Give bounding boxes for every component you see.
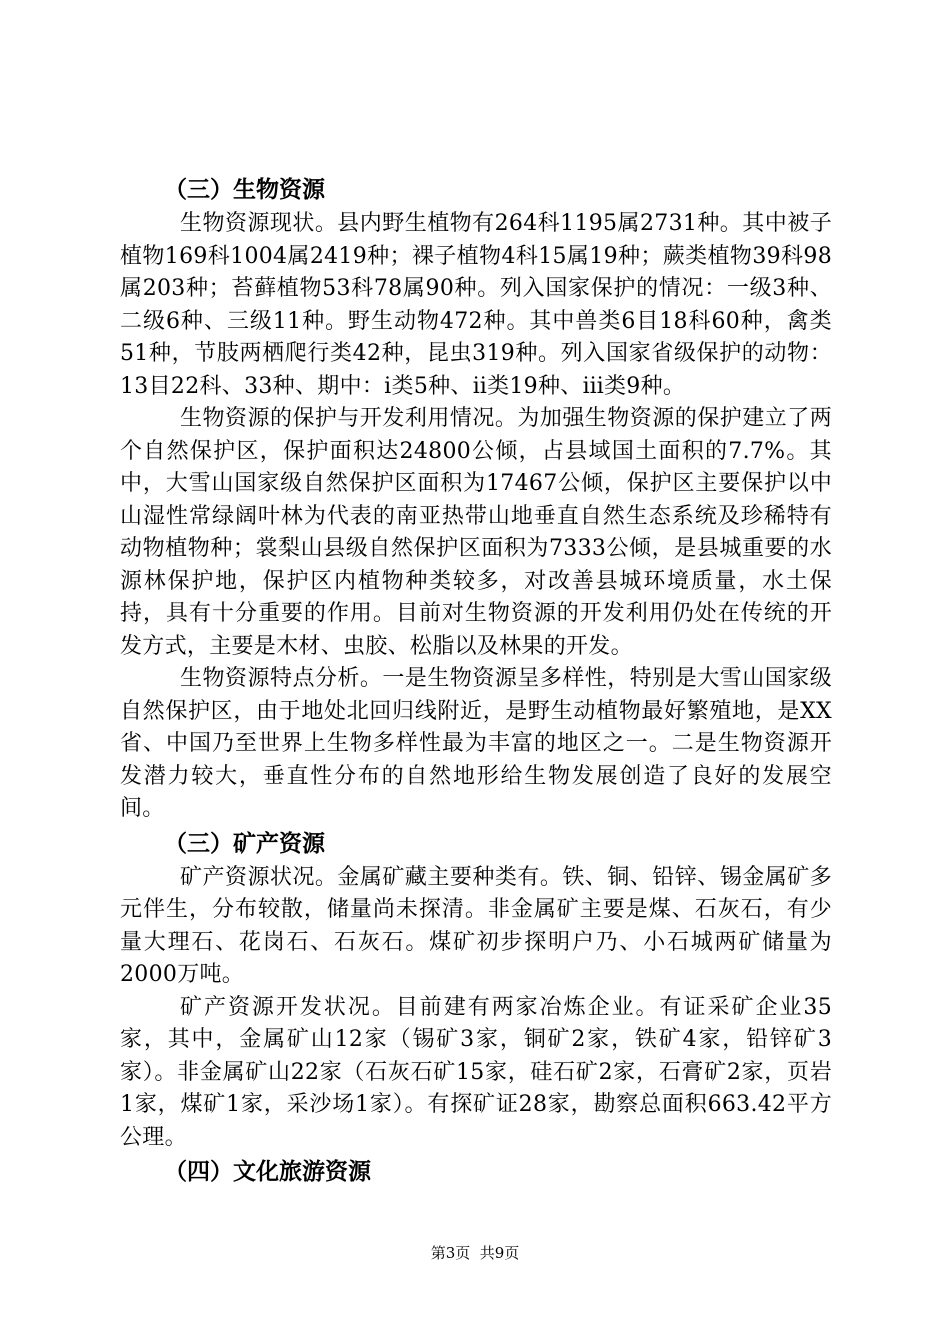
section-heading-biological-resources: （三）生物资源 [164,177,325,203]
section-heading-culture-tourism: （四）文化旅游资源 [164,1159,371,1185]
section-heading-mineral-resources: （三）矿产资源 [164,830,325,857]
paragraph-mineral-development: 矿产资源开发状况。目前建有两家冶炼企业。有证采矿企业35家，其中，金属矿山12家（锡矿3家，铜矿2家，铁矿4家，铅锌矿3家）。非金属矿山22家（石灰石矿15家，硅石矿2家，石膏矿2家，页岩1家，煤矿1家，采沙场1家）。有探矿证28家，勘察总面积663.42平方公理。 [120,994,832,1150]
page-footer: 第3页 共9页 [430,1244,520,1262]
paragraph-mineral-status: 矿产资源状况。金属矿藏主要种类有。铁、铜、铅锌、锡金属矿多元伴生，分布较散，储量尚未探清。非金属矿主要是煤、石灰石，有少量大理石、花岗石、石灰石。煤矿初步探明户乃、小石城两矿储量为2000万吨。 [120,864,832,987]
paragraph-biological-analysis: 生物资源特点分析。一是生物资源呈多样性，特别是大雪山国家级自然保护区，由于地处北回归线附近，是野生动植物最好繁殖地，是XX省、中国乃至世界上生物多样性最为丰富的地区之一。二是生物资源开发潜力较大，垂直性分布的自然地形给生物发展创造了良好的发展空间。 [120,666,832,821]
paragraph-biological-status: 生物资源现状。县内野生植物有264科1195属2731种。其中被子植物169科1004属2419种；裸子植物4科15属19种；蕨类植物39科98属203种；苔藓植物53科78属90种。列入国家保护的情况：一级3种、二级6种、三级11种。野生动物472种。其中兽类6目18科60种，禽类51种，节肢两栖爬行类42种，昆虫319种。列入国家省级保护的动物：13目22科、33种、期中：ⅰ类5种、ⅱ类19种、ⅲ类9种。 [120,211,832,399]
document-body [120,172,832,1190]
paragraph-biological-protection: 生物资源的保护与开发利用情况。为加强生物资源的保护建立了两个自然保护区，保护面积达24800公倾，占县域国土面积的7.7%。其中，大雪山国家级自然保护区面积为17467公倾，保护区主要保护以中山湿性常绿阔叶林为代表的南亚热带山地垂直自然生态系统及珍稀特有动物植物种；裳梨山县级自然保护区面积为7333公倾，是县城重要的水源林保护地，保护区内植物种类较多，对改善县城环境质量，水土保持，具有十分重要的作用。目前对生物资源的开发利用仍处在传统的开发方式，主要是木材、虫胶、松脂以及林果的开发。 [120,406,832,659]
